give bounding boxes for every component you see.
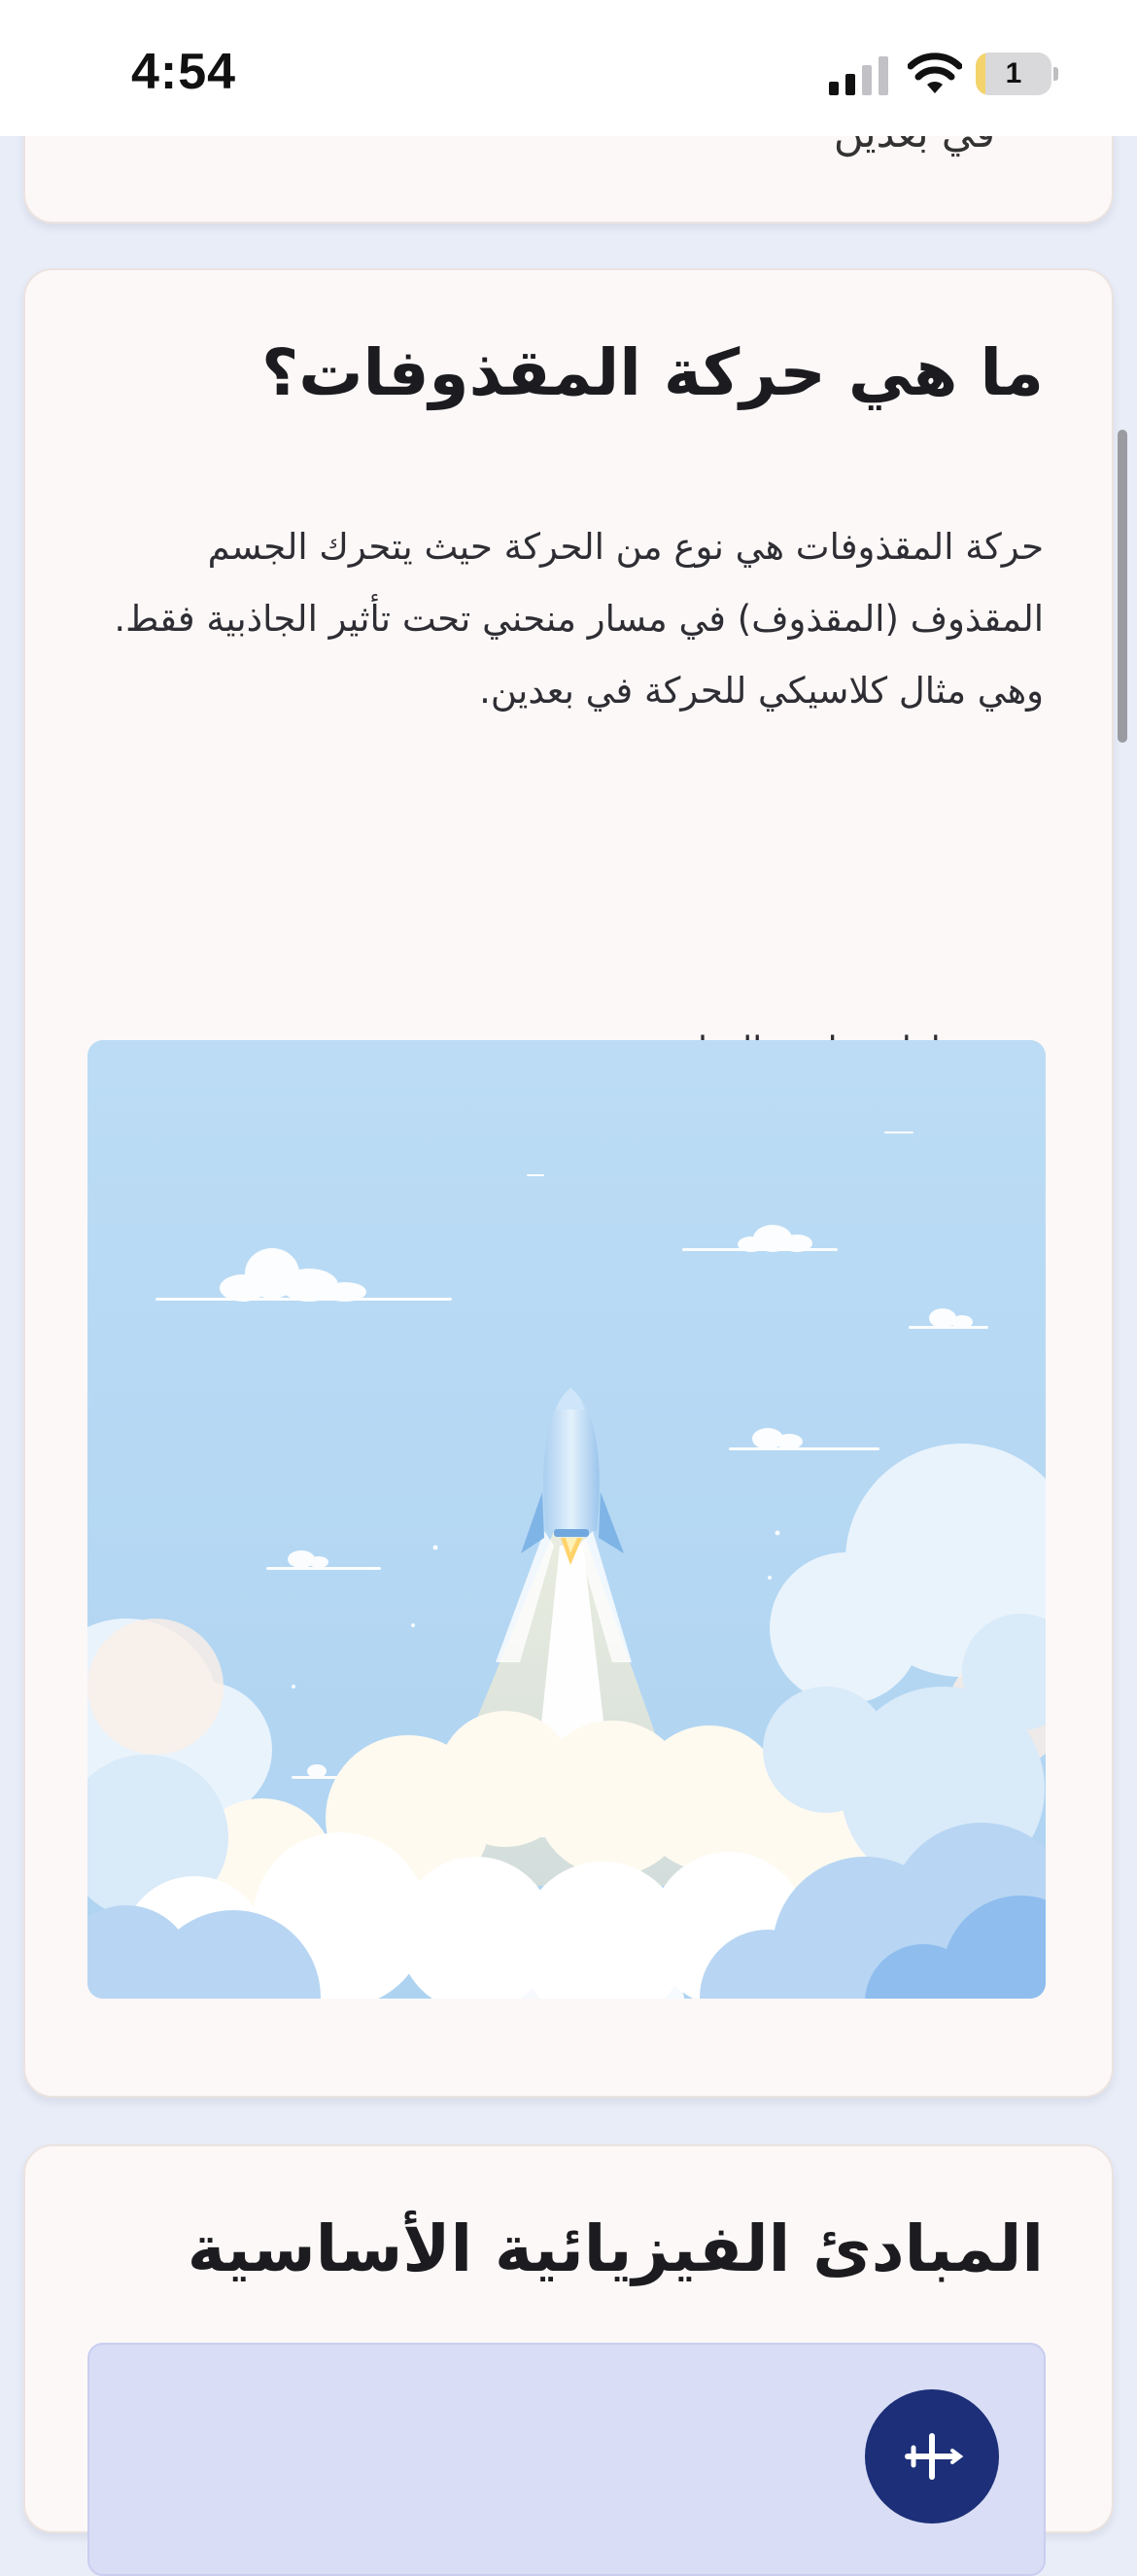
status-time: 4:54 [131, 44, 237, 100]
airplane-icon [900, 2428, 964, 2485]
projectile-motion-card [23, 268, 1114, 2098]
signal-bars-icon [829, 56, 889, 95]
section-title: ما هي حركة المقذوفات؟ [260, 335, 1044, 410]
battery-level: 1 [1005, 57, 1022, 89]
rocket-launch-illustration [87, 1040, 1046, 1999]
battery-cap [1053, 67, 1058, 81]
scrollbar-thumb[interactable] [1118, 430, 1127, 743]
principles-panel [87, 2343, 1046, 2576]
battery-icon [976, 52, 1059, 97]
physics-principles-card [23, 2144, 1114, 2533]
section-title: المبادئ الفيزيائية الأساسية [187, 2211, 1044, 2286]
wifi-icon [908, 52, 962, 95]
battery-body [976, 52, 1051, 95]
status-bar [0, 0, 1137, 136]
intro-paragraph: حركة المقذوفات هي نوع من الحركة حيث يتحرك الجسم المقذوف (المقذوف) في مسار منحني تحت تأثير الجاذبية فقط. وهي مثال كلاسيكي للحركة في بعدين. [114, 526, 1044, 712]
airplane-button[interactable] [865, 2389, 999, 2524]
